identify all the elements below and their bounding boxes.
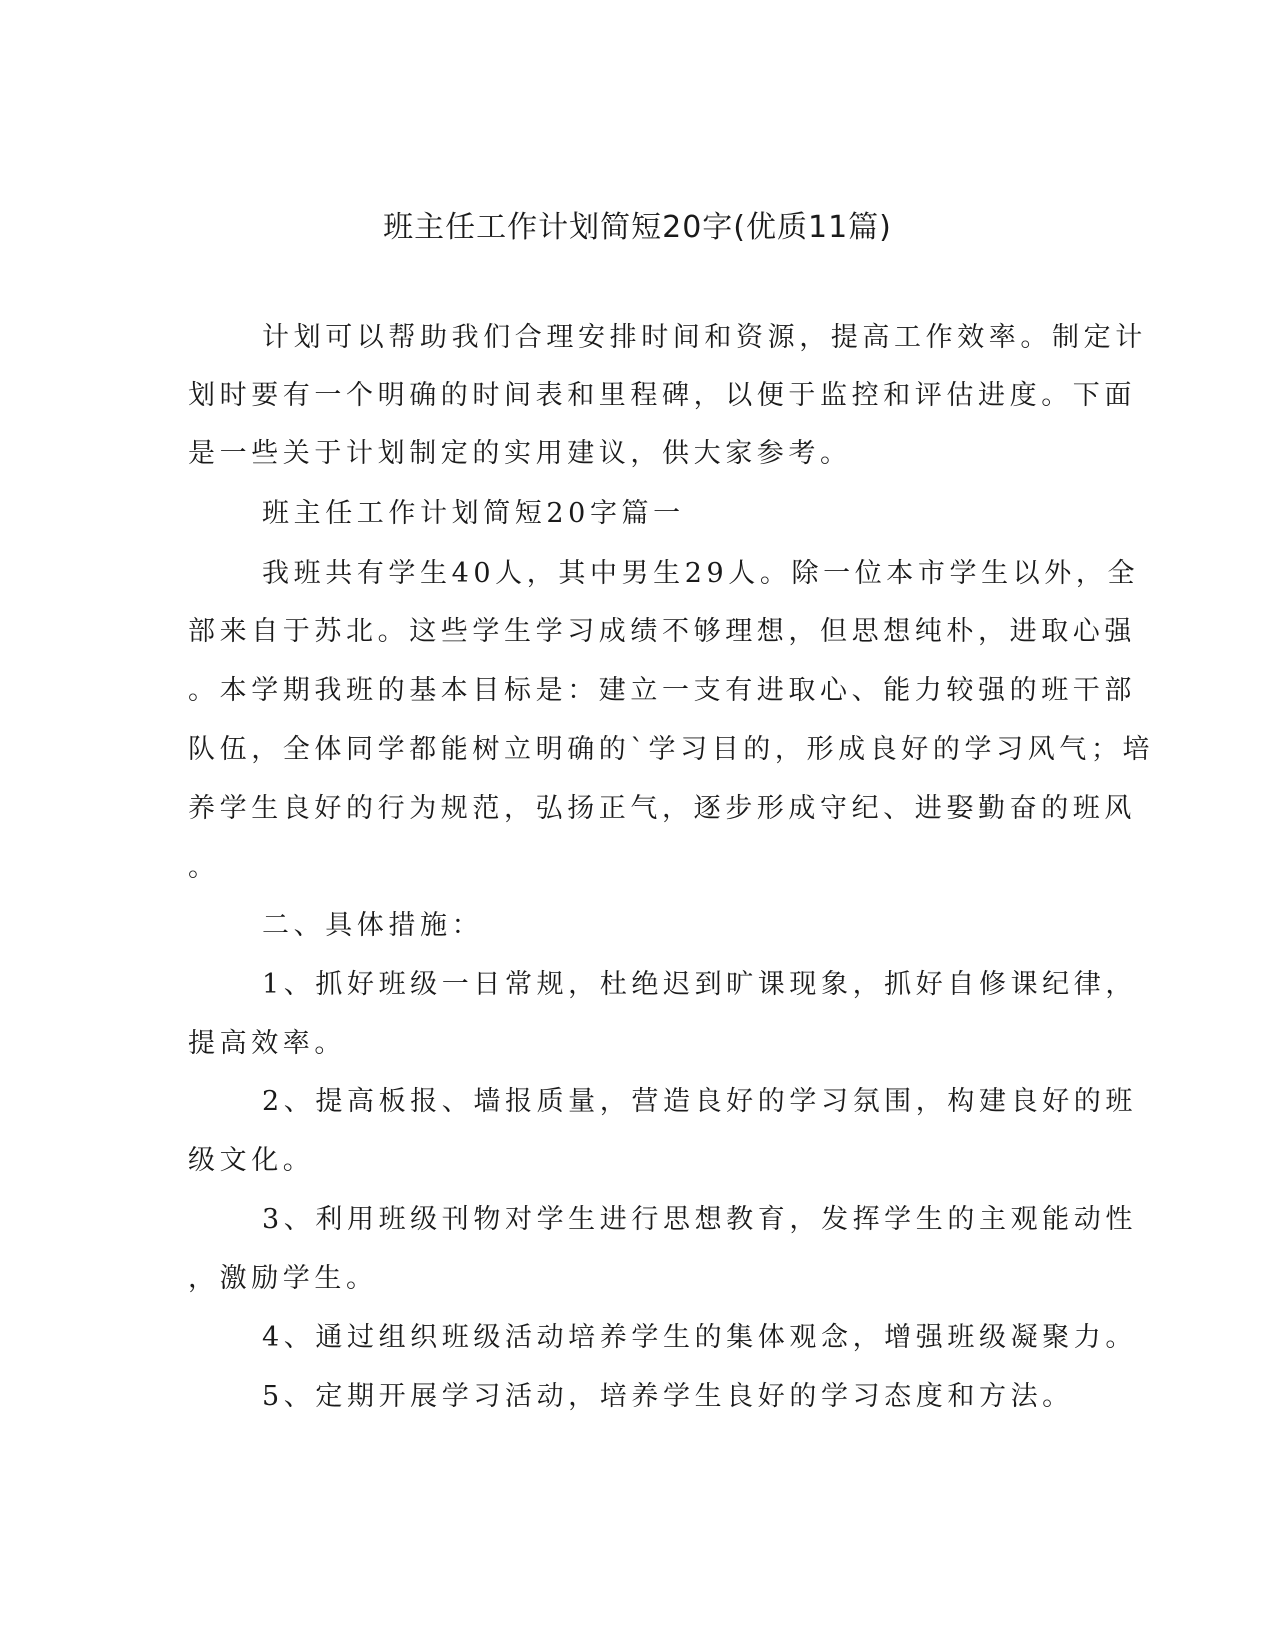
measure-1-line-2: 提高效率。 bbox=[188, 1028, 346, 1059]
paragraph-class-line-5: 养学生良好的行为规范，弘扬正气，逐步形成守纪、进娶勤奋的班风 bbox=[188, 793, 1136, 824]
paragraph-class-line-4: 队伍，全体同学都能树立明确的`学习目的，形成良好的学习风气；培 bbox=[188, 734, 1155, 765]
measure-4-line-1: 4、通过组织班级活动培养学生的集体观念，增强班级凝聚力。 bbox=[262, 1322, 1137, 1353]
measure-1-line-1: 1、抓好班级一日常规，杜绝迟到旷课现象，抓好自修课纪律， bbox=[262, 969, 1137, 1000]
paragraph-class-line-1: 我班共有学生40人，其中男生29人。除一位本市学生以外，全 bbox=[262, 558, 1140, 589]
paragraph-class-line-3: 。本学期我班的基本目标是：建立一支有进取心、能力较强的班干部 bbox=[188, 675, 1136, 706]
document-title: 班主任工作计划简短20字(优质11篇) bbox=[383, 210, 892, 245]
measure-5-line-1: 5、定期开展学习活动，培养学生良好的学习态度和方法。 bbox=[262, 1381, 1074, 1412]
measure-3-line-1: 3、利用班级刊物对学生进行思想教育，发挥学生的主观能动性 bbox=[262, 1204, 1137, 1235]
section-heading: 班主任工作计划简短20字篇一 bbox=[262, 498, 685, 529]
measure-3-line-2: ，激励学生。 bbox=[188, 1263, 378, 1294]
measure-2-line-1: 2、提高板报、墙报质量，营造良好的学习氛围，构建良好的班 bbox=[262, 1086, 1137, 1117]
paragraph-class-line-6: 。 bbox=[188, 852, 220, 883]
paragraph-class-line-2: 部来自于苏北。这些学生学习成绩不够理想，但思想纯朴，进取心强 bbox=[188, 616, 1136, 647]
measures-heading: 二、具体措施： bbox=[262, 910, 484, 941]
paragraph-intro-line-2: 划时要有一个明确的时间表和里程碑，以便于监控和评估进度。下面 bbox=[188, 380, 1136, 411]
paragraph-intro-line-1: 计划可以帮助我们合理安排时间和资源，提高工作效率。制定计 bbox=[262, 322, 1147, 353]
measure-2-line-2: 级文化。 bbox=[188, 1145, 315, 1176]
paragraph-intro-line-3: 是一些关于计划制定的实用建议，供大家参考。 bbox=[188, 438, 852, 469]
